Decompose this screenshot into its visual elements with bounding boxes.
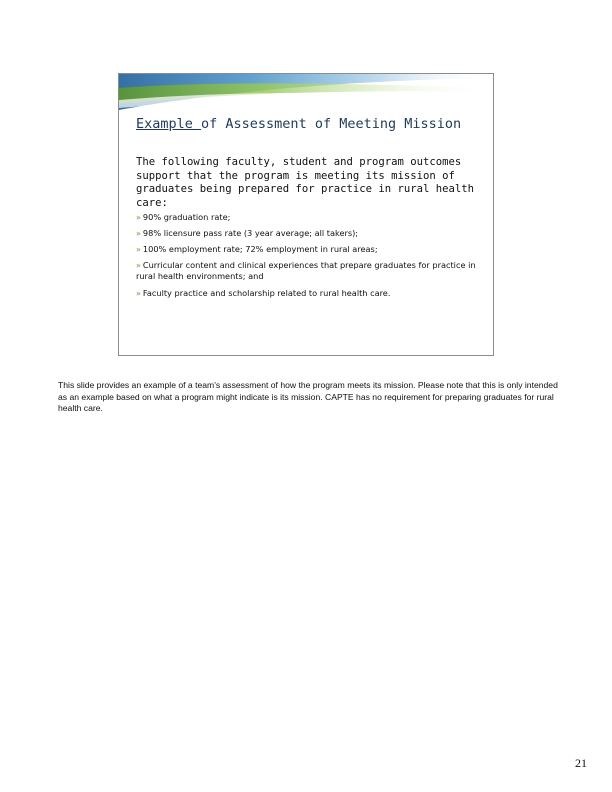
speaker-notes: This slide provides an example of a team's assessment of how the program meets its mission. Please note that this is only intended as an example based on what a program might indicate is its mission. CAPTE has no requirement for preparing graduates for rural health care. (58, 380, 558, 413)
slide-intro-text: The following faculty, student and program outcomes support that the program is meeting its mission of graduates being prepared for practice in rural health care: (136, 156, 475, 209)
list-item: » 90% graduation rate; (136, 212, 231, 222)
bullet-arrow-icon: » (136, 245, 141, 254)
list-item: » 98% licensure pass rate (3 year average; all takers); (136, 227, 359, 238)
slide-title (136, 116, 476, 133)
bullet-arrow-icon: » (136, 228, 141, 238)
bullet-arrow-icon: » (136, 288, 141, 298)
page-number: 21 (575, 756, 587, 770)
list-item: » 100% employment rate; 72% employment in rural areas; (136, 244, 378, 254)
bullet-arrow-icon: » (136, 260, 141, 270)
list-item: » Curricular content and clinical experiences that prepare graduates for practice in rural health environments; and (136, 259, 476, 281)
bullet-arrow-icon: » (136, 213, 141, 222)
slide-bullet-list (136, 212, 486, 304)
slide-thumbnail (118, 73, 494, 356)
slide-title-underlined: Example (136, 116, 202, 132)
list-item: » Faculty practice and scholarship related to rural health care. (136, 287, 391, 298)
slide-title-rest: of Assessment of Meeting Mission (201, 116, 462, 132)
